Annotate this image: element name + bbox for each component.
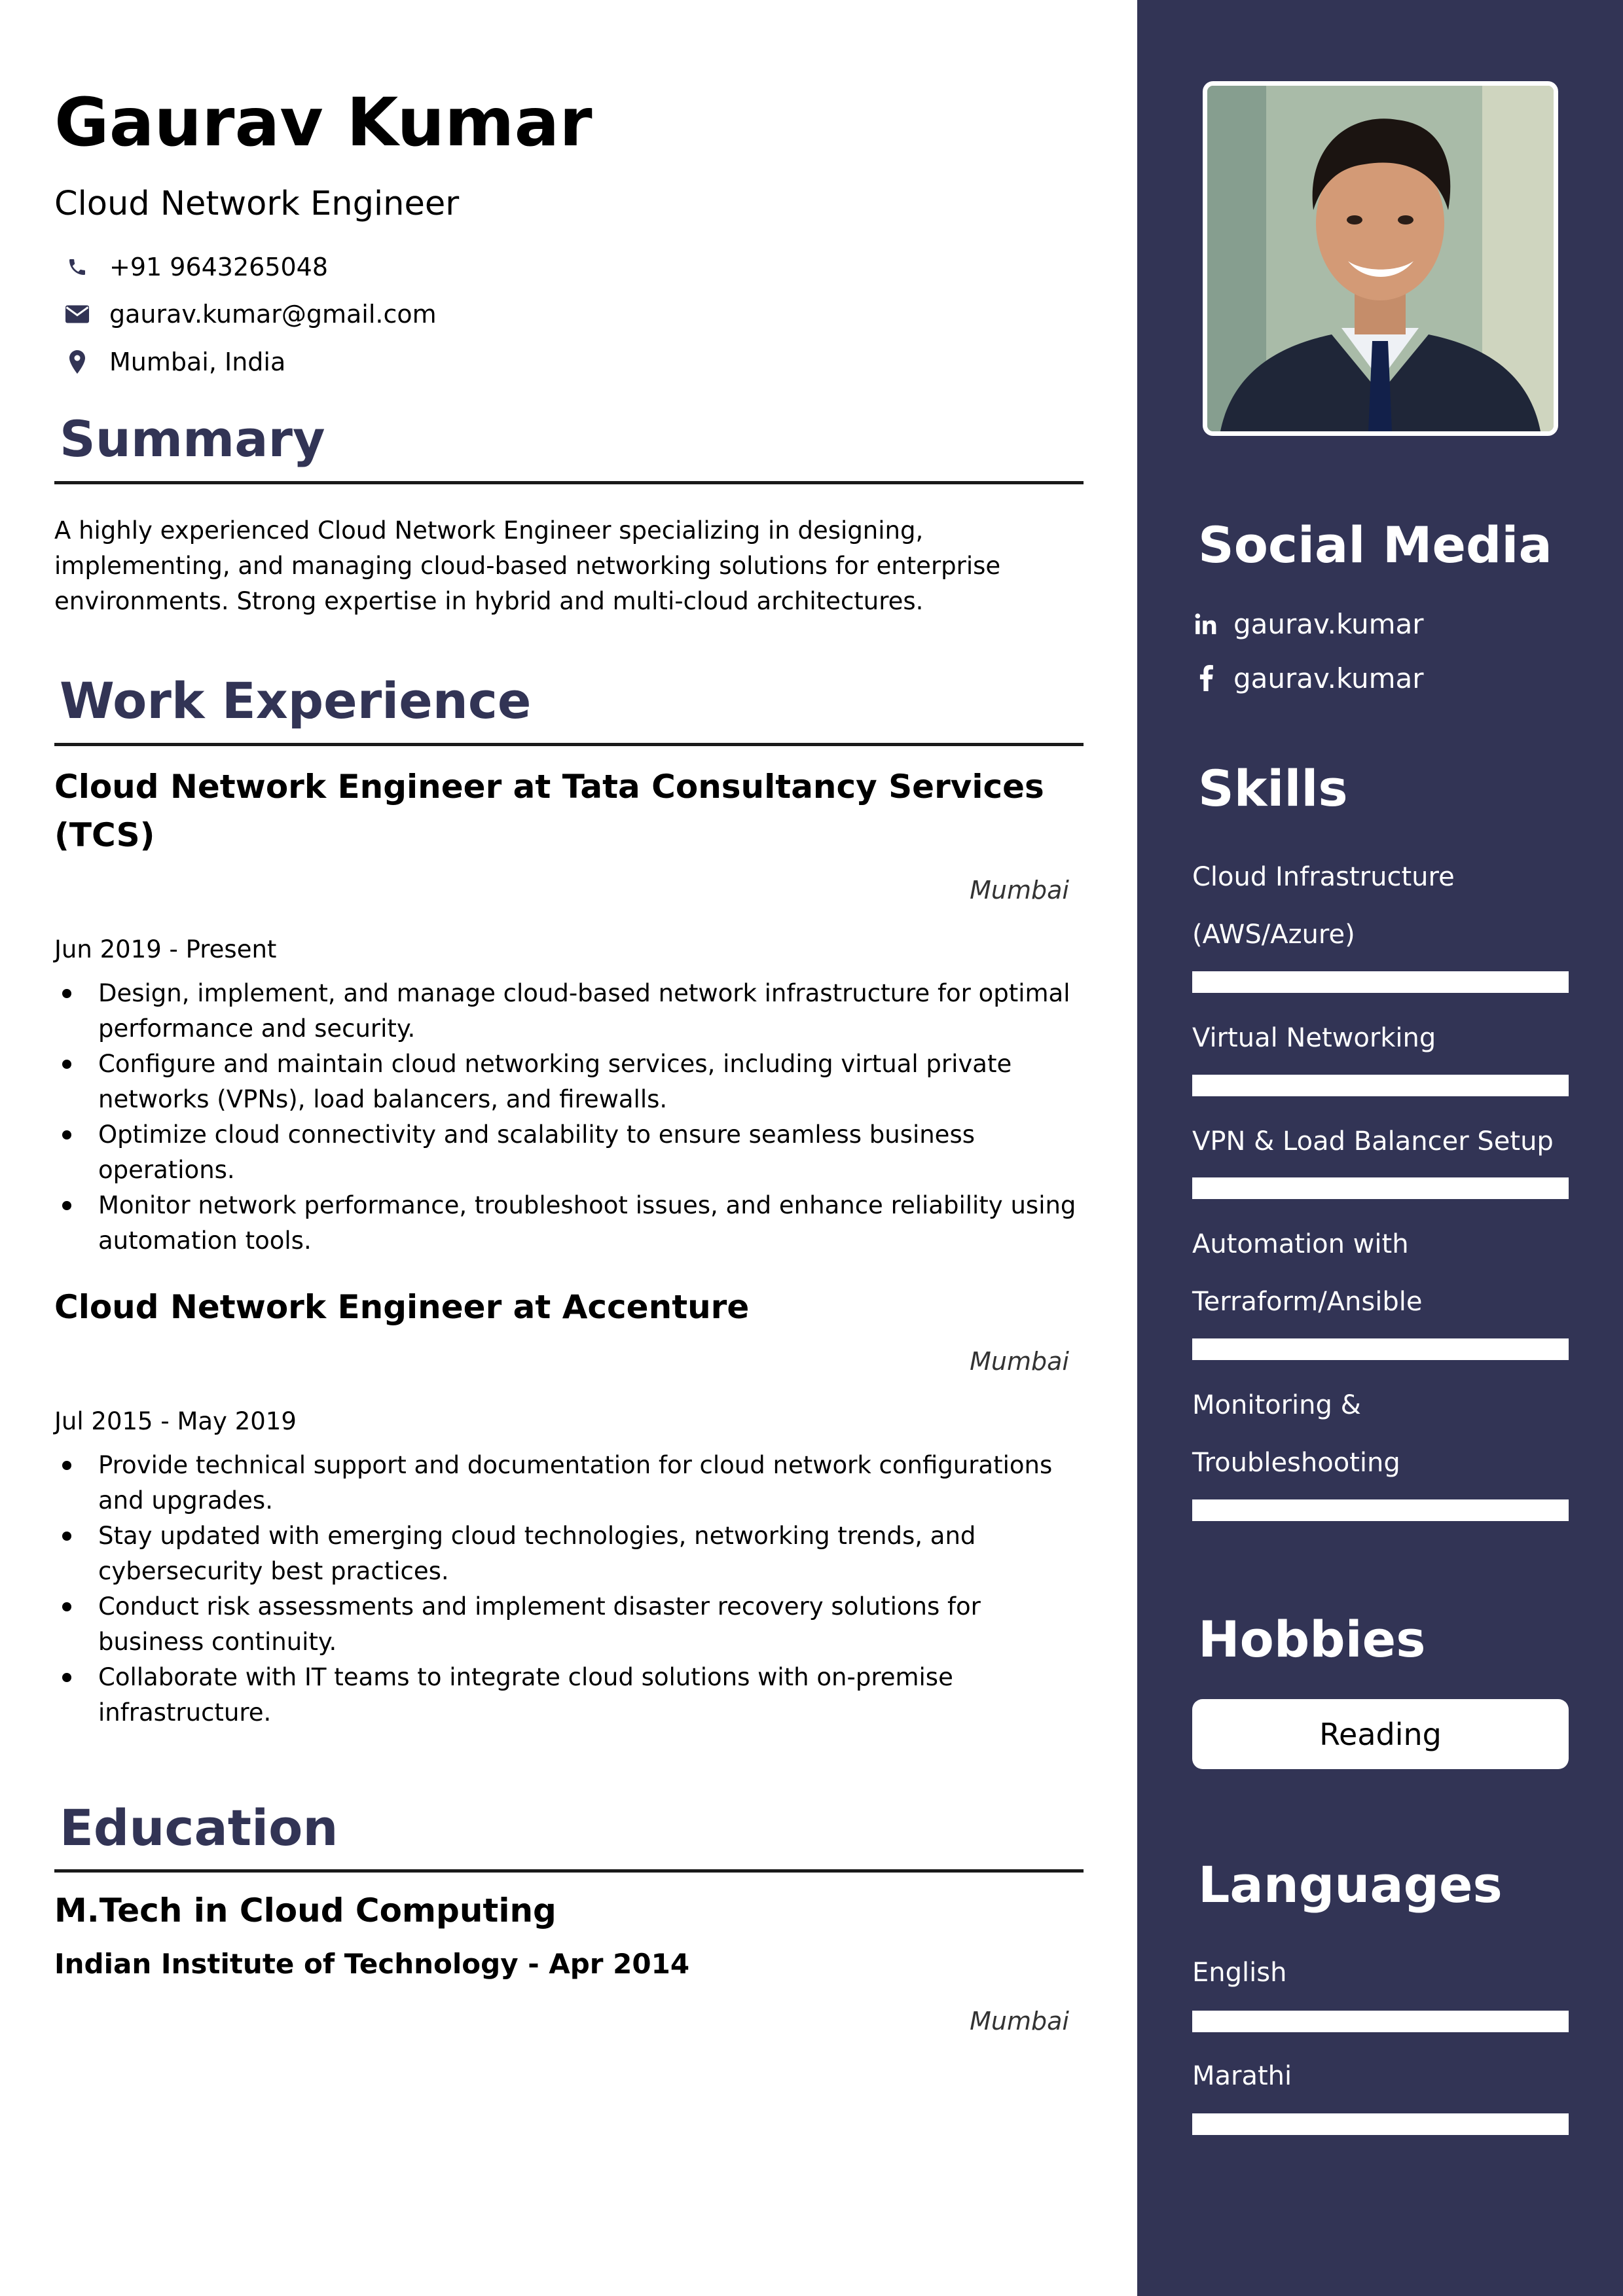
hobby-badge: Reading: [1192, 1699, 1569, 1769]
job-dates: Jul 2015 - May 2019: [54, 1407, 297, 1435]
list-item: Provide technical support and documentation for cloud network configurations and upgrades.: [54, 1448, 1084, 1518]
list-item: Conduct risk assessments and implement disaster recovery solutions for business continuity.: [54, 1589, 1084, 1660]
education-heading: Education: [60, 1799, 338, 1857]
skill-bar: [1192, 971, 1569, 993]
experience-divider: [54, 743, 1084, 746]
list-item: Collaborate with IT teams to integrate cloud solutions with on-premise infrastructure.: [54, 1660, 1084, 1731]
language-bar: [1192, 2113, 1569, 2135]
summary-divider: [54, 481, 1084, 484]
education-location: Mumbai: [970, 2007, 1069, 2036]
contact-email: [54, 295, 437, 334]
profile-photo: [1203, 81, 1558, 436]
summary-heading: Summary: [60, 410, 325, 468]
summary-text: A highly experienced Cloud Network Engineer specializing in designing, implementing, and managing cloud-based networking solutions for enterprise environments. Strong expertise in hybrid and multi-cloud architectures.: [54, 516, 1001, 615]
skill-bar: [1192, 1075, 1569, 1096]
skill-name: Monitoring & Troubleshooting: [1192, 1390, 1400, 1478]
job-title: Cloud Network Engineer at Accenture: [54, 1288, 750, 1326]
social-facebook[interactable]: [1192, 660, 1424, 696]
contact-phone: [54, 247, 328, 287]
list-item: Monitor network performance, troubleshoot issues, and enhance reliability using automation tools.: [54, 1188, 1084, 1259]
skill-bar: [1192, 1338, 1569, 1360]
skill-bar: [1192, 1177, 1569, 1199]
mail-icon: [61, 298, 94, 331]
list-item: Stay updated with emerging cloud technologies, networking trends, and cybersecurity best practices.: [54, 1518, 1084, 1589]
job-title: Cloud Network Engineer at Tata Consultancy Services (TCS): [54, 768, 1044, 854]
skills-heading: Skills: [1198, 759, 1348, 817]
candidate-title: Cloud Network Engineer: [54, 185, 460, 223]
job-bullets: [54, 1448, 1084, 1731]
linkedin-icon: [1192, 609, 1220, 638]
education-divider: [54, 1869, 1084, 1873]
skill-bar: [1192, 1499, 1569, 1521]
location-text: Mumbai, India: [109, 348, 286, 376]
list-item: Design, implement, and manage cloud-based network infrastructure for optimal performance and security.: [54, 976, 1084, 1047]
phone-text: +91 9643265048: [109, 253, 329, 281]
job-location: Mumbai: [970, 1347, 1069, 1376]
location-pin-icon: [61, 346, 94, 378]
job-location: Mumbai: [970, 876, 1069, 905]
hobbies-heading: Hobbies: [1198, 1610, 1426, 1668]
skill-name: Automation with Terraform/Ansible: [1192, 1229, 1423, 1317]
facebook-handle[interactable]: gaurav.kumar: [1233, 662, 1424, 694]
skill-name: VPN & Load Balancer Setup: [1192, 1126, 1554, 1157]
candidate-name: Gaurav Kumar: [54, 84, 593, 162]
contact-location: [54, 342, 285, 382]
avatar: [1207, 86, 1554, 431]
experience-heading: Work Experience: [60, 672, 532, 730]
list-item: Configure and maintain cloud networking services, including virtual private networks (VPNs), load balancers, and firewalls.: [54, 1047, 1084, 1117]
language-bar: [1192, 2011, 1569, 2032]
education-institution: Indian Institute of Technology - Apr 2014: [54, 1948, 690, 1980]
education-degree: M.Tech in Cloud Computing: [54, 1892, 556, 1929]
job-bullets: [54, 976, 1084, 1259]
list-item: Optimize cloud connectivity and scalability to ensure seamless business operations.: [54, 1117, 1084, 1188]
email-text[interactable]: gaurav.kumar@gmail.com: [109, 300, 437, 329]
languages-heading: Languages: [1198, 1856, 1503, 1914]
language-name: Marathi: [1192, 2061, 1292, 2091]
job-dates: Jun 2019 - Present: [54, 935, 277, 963]
skill-name: Virtual Networking: [1192, 1023, 1436, 1053]
social-linkedin[interactable]: [1192, 605, 1424, 642]
language-name: English: [1192, 1958, 1287, 1988]
skill-name: Cloud Infrastructure (AWS/Azure): [1192, 862, 1455, 950]
facebook-icon: [1192, 664, 1220, 692]
phone-icon: [61, 251, 94, 283]
social-heading: Social Media: [1198, 516, 1552, 574]
linkedin-handle[interactable]: gaurav.kumar: [1233, 607, 1424, 640]
